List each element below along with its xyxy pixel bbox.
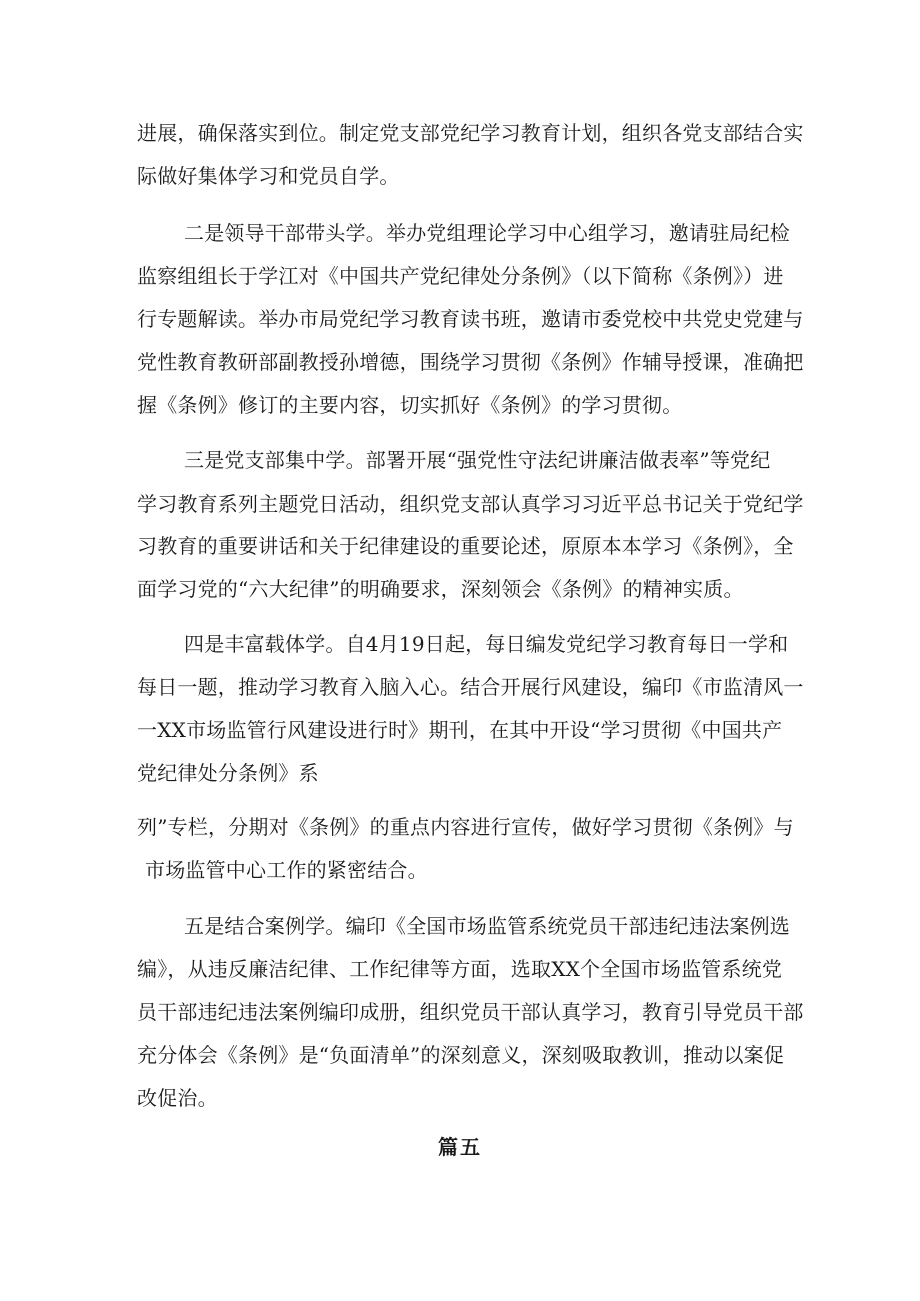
paragraph-2-line-2: 监察组组长于学江对《中国共产党纪律处分条例》（以下简称《条例》）进 xyxy=(137,264,784,288)
paragraph-3-line-1: 三是党支部集中学。部署开展“强党性守法纪讲廉洁做表率”等党纪 xyxy=(184,448,771,472)
paragraph-3-line-2: 学习教育系列主题党日活动，组织党支部认真学习习近平总书记关于党纪学 xyxy=(137,492,804,516)
paragraph-5-line-4: 充分体会《条例》是“负面清单”的深刻意义，深刻吸取教训，推动以案促 xyxy=(137,1043,785,1067)
paragraph-5-line-5: 改促治。 xyxy=(137,1086,218,1110)
paragraph-1-line-1: 进展，确保落实到位。制定党支部党纪学习教育计划，组织各党支部结合实 xyxy=(137,121,804,145)
paragraph-4-line-6: 市场监管中心工作的紧密结合。 xyxy=(145,858,428,882)
paragraph-2-line-5: 握《条例》修订的主要内容，切实抓好《条例》的学习贯彻。 xyxy=(137,393,683,417)
paragraph-4-line-5: 列”专栏，分期对《条例》的重点内容进行宣传，做好学习贯彻《条例》与 xyxy=(137,815,794,839)
paragraph-5-line-3: 员干部违纪违法案例编印成册，组织党员干部认真学习，教育引导党员干部 xyxy=(137,1000,804,1024)
paragraph-2-line-3: 行专题解读。举办市局党纪学习教育读书班，邀请市委党校中共党史党建与 xyxy=(137,307,804,331)
paragraph-1-line-2: 际做好集体学习和党员自学。 xyxy=(137,164,400,188)
paragraph-2-line-1: 二是领导干部带头学。举办党组理论学习中心组学习，邀请驻局纪检 xyxy=(184,221,790,245)
section-heading: 篇五 xyxy=(438,1135,482,1159)
paragraph-5-line-2: 编》，从违反廉洁纪律、工作纪律等方面，选取XX个全国市场监管系统党 xyxy=(137,957,783,981)
paragraph-4-line-3: 一XX市场监管行风建设进行时》期刊，在其中开设“学习贯彻《中国共产 xyxy=(137,718,783,742)
paragraph-5-line-1: 五是结合案例学。编印《全国市场监管系统党员干部违纪违法案例选 xyxy=(184,914,790,938)
paragraph-2-line-4: 党性教育教研部副教授孙增德，围绕学习贯彻《条例》作辅导授课，准确把 xyxy=(137,350,804,374)
paragraph-4-line-4: 党纪律处分条例》系 xyxy=(137,761,319,785)
paragraph-4-line-2: 每日一题，推动学习教育入脑入心。结合开展行风建设，编印《市监清风一 xyxy=(137,675,804,699)
paragraph-4-line-1: 四是丰富载体学。自4月19日起，每日编发党纪学习教育每日一学和 xyxy=(184,632,789,656)
paragraph-3-line-4: 面学习党的“六大纪律”的明确要求，深刻领会《条例》的精神实质。 xyxy=(137,577,744,601)
paragraph-3-line-3: 习教育的重要讲话和关于纪律建设的重要论述，原原本本学习《条例》，全 xyxy=(137,534,794,558)
